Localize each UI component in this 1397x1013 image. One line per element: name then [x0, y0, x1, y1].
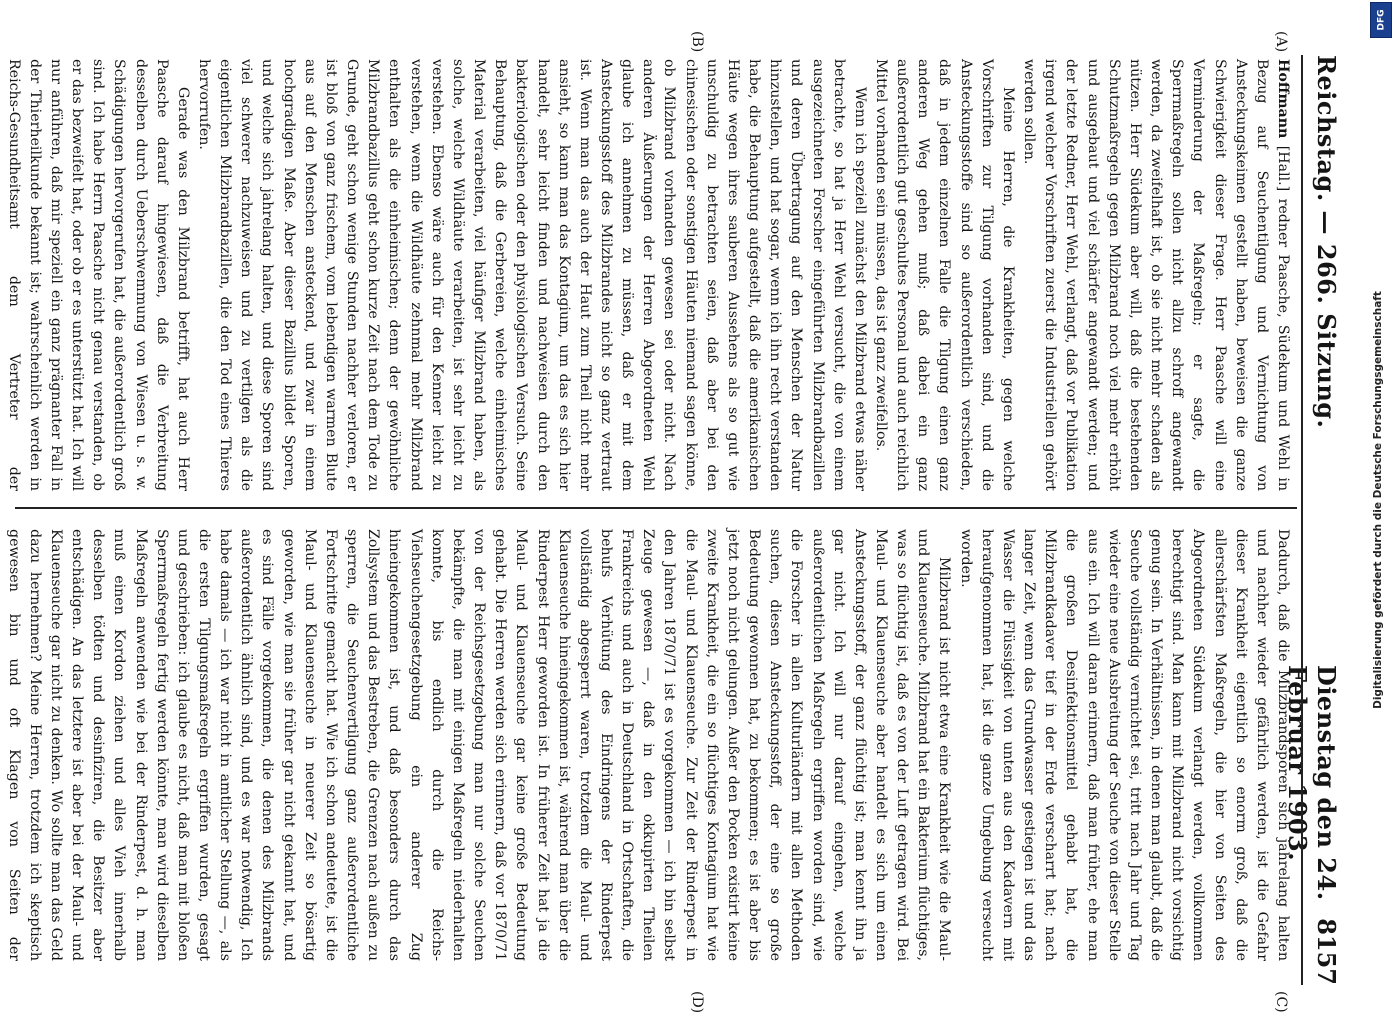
paragraph-text: redner Paasche, Südekum und Wehl in Bezug auf Seuchentilgung und Vernichtung von Ansteckungskeimen gestellt haben, beweisen die ganze Schwierigkeit dieser Frage. Herr Paasche will eine Verminderung der Maßregeln; er sagte, die Sperrmaßregeln sollen nicht allzu schroff angewandt werden, da zweifelhaft ist, ob sie nicht mehr schaden als nützen. Herr Südekum aber will, daß die bestehenden Schutzmaßregeln gegen Milzbrand noch viel mehr erhöht und ausgebaut und viel schärfer angewandt werden; und der letzte Redner, Herr Wehl, verlangt, daß vor Publikation irgend welcher Vorschriften zuerst die Industriellen gehört werden sollen.	[1021, 59, 1291, 492]
margin-marker-a: (A)	[1273, 31, 1289, 53]
running-head-date: Dienstag den 24. Februar 1903.	[1283, 665, 1341, 901]
left-paragraph: Wenn ich speziell zunächst den Milzbrand etwas näher betrachte, so hat ja Herr Wehl versucht, die von einem ausgezeichneten Forscher eingeführten Milzbrandbazillen und deren Übertragung auf den Menschen der Natur hinzustellen, und hat sogar, wenn ich ihn recht verstanden habe, die Behauptung aufgestellt, daß die amerikanischen Häute wegen ihres sauberen Aussehens als so gut wie unschuldig zu betrachten seien, daß aber bei den chinesischen oder sonstigen Häuten niemand sagen könne, ob Milzbrand vorhanden gewesen sei oder nicht. Nach anderen Äußerungen der Herren Abgeordneten Wehl glaube ich annehmen zu müssen, daß er mit dem Ansteckungsstoff des Milzbrandes nicht so ganz vertraut ist. Wenn man das auch der Haut zum Theil nicht mehr ansieht, so kann man das Kontagium, um das es sich hier handelt, sehr leicht finden und nachweisen durch den bakteriologischen oder den physiologischen Versuch. Seine Behauptung, daß die Gerbereien, welche einheimisches Material verarbeiten, viel häufiger Milzbrand haben, als solche, welche Wildhäute verarbeiten, ist sehr leicht zu verstehen. Ebenso wäre auch für den Kenner leicht zu verstehen, wenn die Wildhäute zehnmal mehr Milzbrand enthalten als die einheimischen; denn der gewöhnliche Milzbrandbazillus geht schon kurze Zeit nach dem Tode zu Grunde, geht schon wenige Stunden nachher verloren, er ist bloß von ganz frischem, vom lebendigen warmen Blute aus auf den Menschen ansteckend, und zwar in einem hochgradigen Maße. Aber dieser Bazillus bildet Sporen, und welche sich jahrelang halten, und diese Sporen sind viel schwerer nachzuweisen und zu vertilgen als die eigentlichen Milzbrandbazillen, die den Tod eines Thieres hervorrufen.	[196, 59, 868, 491]
margin-marker-b: (B)	[689, 31, 705, 53]
left-paragraph: Meine Herren, die Krankheiten, gegen welche Vorschriften zur Tilgung vorhanden sind, und die Ansteckungsstoffe sind so außerordentlich verschieden, daß in jedem einzelnen Falle die Tilgung einen ganz anderen Weg gehen muß; daß dabei ein ganz außerordentlich gut geschultes Personal und auch reichlich Mittel vorhanden sein müssen, das ist ganz zweifellos.	[873, 59, 1016, 491]
speaker-note: [Hall.]	[1275, 138, 1291, 192]
dfg-logo-text: DFG	[1376, 9, 1387, 31]
left-column	[5, 59, 1293, 492]
left-paragraph: Gerade was den Milzbrand betrifft, hat auch Herr Paasche darauf hingewiesen, daß die Verbreitung desselben durch Ueberschwemmung von Wiesen u. s. w. Schädigungen hervorgerufen hat, die außerordentlich groß sind. Ich habe Herrn Paasche nicht genau verstanden, ob er das bezweifelt hat, oder ob er es unterstützt hat. Ich will nur anführen, daß mir speziell ein ganz prägnanter Fall in der Thierheilkunde bekannt ist; wahrscheinlich werden in Reichs-Gesundheitsamt dem Vertreter der	[5, 59, 191, 491]
speaker-name: Hoffmann	[1275, 59, 1291, 139]
document-page	[5, 31, 1345, 1013]
right-column	[5, 529, 1293, 961]
left-paragraph	[1018, 59, 1293, 491]
page-number: 8157	[1312, 918, 1341, 985]
digitization-credit: Digitalisierung gefördert durch die Deutsche Forschungsgemeinschaft	[1372, 291, 1384, 709]
running-head-left: Reichstag. — 266. Sitzung.	[1312, 55, 1341, 429]
right-paragraph: Milzbrand ist nicht etwa eine Krankheit wie die Maul- und Klauenseuche. Milzbrand hat ein Bakterium flüchtiges, was so flüchtig ist, daß es von der Luft getragen wird. Bei Maul- und Klauenseuche aber handelt es sich um einen Ansteckungsstoff, der ganz flüchtig ist; man kennt ihn ja gar nicht. Ich will nur darauf eingehen, welche außerordentlichen Maßregeln ergriffen worden sind, wie die Forscher in allen Kulturländern mit allen Methoden suchen, diesen Ansteckungsstoff, der eine so große Bedeutung gewonnen hat, zu bekommen; es ist aber bis jetzt noch nicht gelungen. Außer den Pocken existirt keine zweite Krankheit, die ein so flüchtiges Kontagium hat wie die Maul- und Klauenseuche. Zur Zeit der Rinderpest in den Jahren 1870/71 ist es vorgekommen — ich bin selbst Zeuge gewesen —, daß in den okkupirten Theilen Frankreichs und auch in Deutschland in Ortschaften, die behufs Verhütung des Eindringens der Rinderpest vollständig abgesperrt waren, trotzdem die Maul- und Klauenseuche hineingekommen ist, während man über die Rinderpest Herr geworden ist. In früherer Zeit hat ja die Maul- und Klauenseuche gar keine große Bedeutung gehabt. Die Herren werden sich erinnern, daß vor 1870/71 von der Reichsgesetzgebung man nur solche Seuchen bekämpfte, die man mit einigen Maßregeln niederhalten konnte, bis endlich durch die Reichs-Viehseuchengesetzgebung ein anderer Zug hineingekommen ist, und daß besonders durch das Zollsystem und das Bestreben, die Grenzen nach außen zu sperren, die Seuchenvertilgung ganz außerordentliche Fortschritte gemacht hat. Wie ich schon andeutete, ist die Maul- und Klauenseuche in neuerer Zeit so bösartig geworden, wie man sie früher gar nicht gekannt hat, und es sind Fälle vorgekommen, die denen des Milzbrands außerordentlich ähnlich sind, und es war notwendig, Ich habe damals — ich war nicht in amtlicher Stellung —, als die ersten Tilgungsmaßregeln ergriffen wurden, gesagt und geschrieben: ich glaube es nicht, daß man mit bloßen Sperrmaßregeln fertig werden könnte, man wird dieselben Maßregeln anwenden wie bei der Rinderpest, d. h. man muß einen Kordon ziehen und alles Vieh innerhalb desselben tödten und desinfiziren, die Besitzer aber entschädigen. An das letztere ist aber bei der Maul- und Klauenseuche gar nicht zu denken. Wo sollte man das Geld dazu hernehmen? Meine Herren, trotzdem ich skeptisch gewesen bin und oft Klagen von Seiten der	[5, 529, 953, 961]
column-rule	[15, 507, 1297, 509]
margin-marker-d: (D)	[689, 991, 705, 1013]
right-paragraph: Dadurch, daß die Milzbrandsporen sich jahrelang halten und nachher wieder gefährlich werden, ist die Gefahr dieser Krankheit eigentlich so enorm groß, daß die allerschärfsten Maßregeln, die hier von Seiten des Abgeordneten Südekum verlangt werden, vollkommen berechtigt sind. Man kann mit Milzbrand nicht vorsichtig genug sein. In Verhältnissen, in denen man glaubt, daß die Seuche vollständig vernichtet sei, tritt nach Jahr und Tag wieder eine neue Ausbreitung der Seuche von dieser Stelle aus ein. Ich will daran erinnern, daß man früher, ehe man die großen Desinfektionsmittel gehabt hat, die Milzbrandkadaver tief in der Erde verscharrt hat; nach langer Zeit, wenn das Grundwasser gestiegen ist und das Wasser die Flüssigkeit von unten aus den Kadavern mit heraufgenommen hat, ist die ganze Umgebung verseucht worden.	[957, 529, 1291, 961]
header-rule	[1301, 55, 1303, 985]
margin-marker-c: (C)	[1273, 991, 1289, 1013]
dfg-logo	[1370, 2, 1392, 38]
